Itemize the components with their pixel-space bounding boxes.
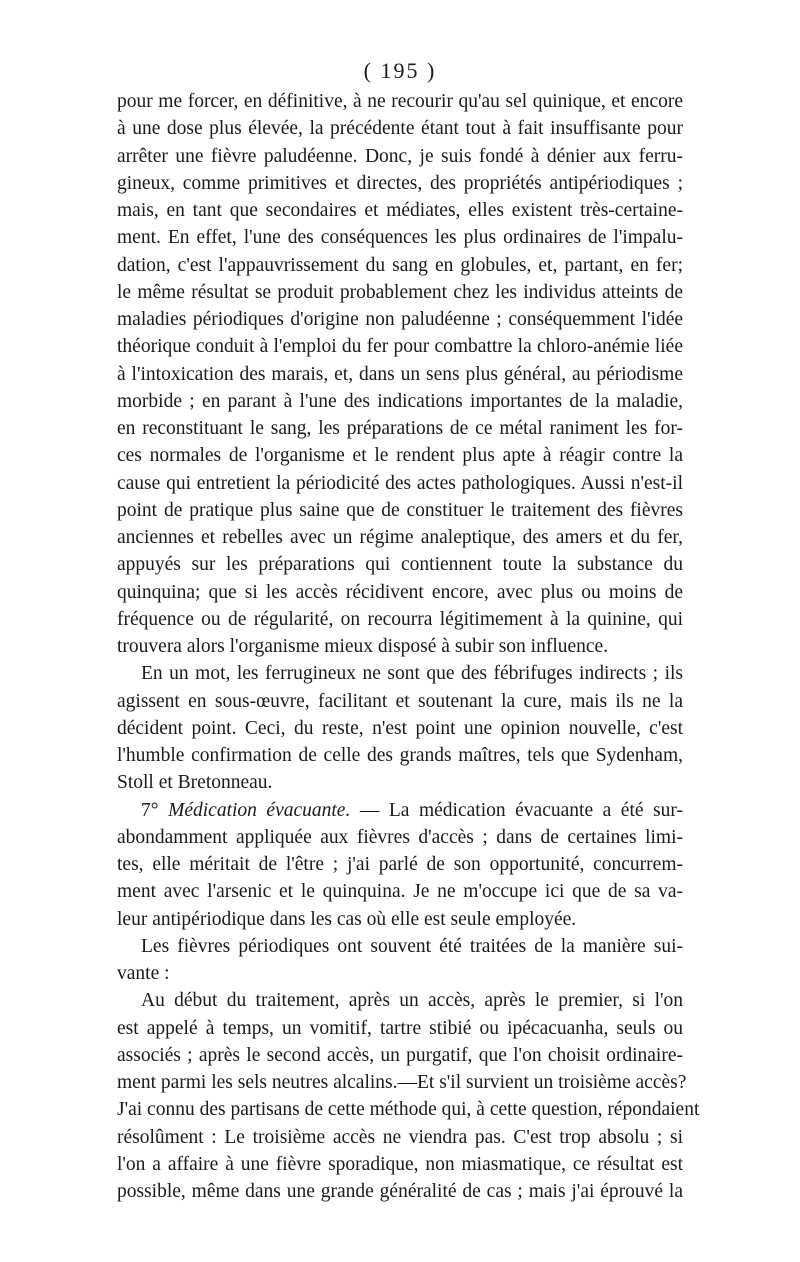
text-line: Les fièvres périodiques ont souvent été traitées de la manière sui-	[141, 935, 683, 957]
text-line: gineux, comme primitives et directes, des propriétés antipériodiques ;	[117, 172, 683, 194]
section-heading: Médication évacuante.	[168, 799, 351, 821]
text-line: arrêter une fièvre paludéenne. Donc, je suis fondé à dénier aux ferru-	[117, 145, 683, 167]
text-line: à l'intoxication des marais, et, dans un sens plus général, au périodisme	[117, 363, 683, 385]
text-line: ces normales de l'organisme et le rendent plus apte à réagir contre la	[117, 445, 683, 467]
text-line: est appelé à temps, un vomitif, tartre stibié ou ipécacuanha, seuls ou	[117, 1017, 683, 1039]
text-line: ment. En effet, l'une des conséquences les plus ordinaires de l'impalu-	[117, 227, 683, 249]
text-line: vante :	[117, 963, 170, 984]
text-line: pour me forcer, en définitive, à ne recourir qu'au sel quinique, et encore	[117, 91, 683, 112]
text-line: abondamment appliquée aux fièvres d'accès ; dans de certaines limi-	[117, 826, 683, 848]
section-text: — La médication évacuante a été sur-	[350, 799, 683, 821]
text-line: trouvera alors l'organisme mieux disposé à subir son influence.	[117, 636, 609, 657]
text-line: en reconstituant le sang, les préparations de ce métal raniment les for-	[117, 418, 683, 439]
text-line: quinquina; que si les accès récidivent encore, avec plus ou moins de	[117, 581, 683, 603]
text-line: le même résultat se produit probablement chez les individus atteints de	[117, 281, 683, 303]
text-line: théorique conduit à l'emploi du fer pour combattre la chloro-anémie liée	[117, 336, 683, 358]
text-line: fréquence ou de régularité, on recourra légitimement à la quinine, qui	[117, 608, 683, 630]
text-line: à une dose plus élevée, la précédente étant tout à fait insuffisante pour	[117, 118, 683, 140]
text-line: Stoll et Bretonneau.	[117, 772, 273, 794]
text-line: dation, c'est l'appauvrissement du sang en globules, et, partant, en fer;	[117, 254, 683, 276]
section-number: 7°	[141, 799, 159, 821]
text-line: ment avec l'arsenic et le quinquina. Je ne m'occupe ici que de sa va-	[117, 881, 683, 903]
text-line: maladies périodiques d'origine non paludéenne ; conséquemment l'idée	[117, 309, 683, 330]
text-line: cause qui entretient la périodicité des actes pathologiques. Aussi n'est-il	[117, 472, 683, 494]
text-line: l'humble confirmation de celle des grands maîtres, tels que Sydenham,	[117, 745, 683, 766]
text-line: Au début du traitement, après un accès, après le premier, si l'on	[141, 990, 683, 1012]
text-line: point de pratique plus saine que de constituer le traitement des fièvres	[117, 499, 683, 521]
text-line: possible, même dans une grande généralité de cas ; mais j'ai éprouvé la	[117, 1181, 683, 1202]
text-line: leur antipériodique dans les cas où elle est seule employée.	[117, 908, 577, 930]
text-line: morbide ; en parant à l'une des indications importantes de la maladie,	[117, 390, 683, 412]
text-line: appuyés sur les préparations qui contiennent toute la substance du	[117, 554, 683, 576]
body-text	[117, 88, 700, 1205]
text-line: agissent en sous-œuvre, facilitant et soutenant la cure, mais ils ne la	[117, 690, 683, 712]
text-line: l'on a affaire à une fièvre sporadique, non miasmatique, ce résultat est	[117, 1153, 683, 1175]
text-line	[117, 797, 683, 824]
text-line: J'ai connu des partisans de cette méthode qui, à cette question, répondaient	[117, 1099, 700, 1121]
page-number: ( 195 )	[363, 58, 437, 83]
text-line: associés ; après le second accès, un purgatif, que l'on choisit ordinaire-	[117, 1044, 683, 1066]
text-line: décident point. Ceci, du reste, n'est point une opinion nouvelle, c'est	[117, 717, 683, 739]
text-line: anciennes et rebelles avec un régime analeptique, des amers et du fer,	[117, 527, 683, 548]
text-line: ment parmi les sels neutres alcalins.—Et s'il survient un troisième accès?	[117, 1072, 687, 1093]
text-line: En un mot, les ferrugineux ne sont que des fébrifuges indirects ; ils	[141, 663, 683, 685]
text-line: résolûment : Le troisième accès ne viendra pas. C'est trop absolu ; si	[117, 1126, 683, 1148]
text-line: tes, elle méritait de l'être ; j'ai parlé de son opportunité, concurrem-	[117, 854, 683, 875]
text-line: mais, en tant que secondaires et médiates, elles existent très-certaine-	[117, 200, 683, 221]
